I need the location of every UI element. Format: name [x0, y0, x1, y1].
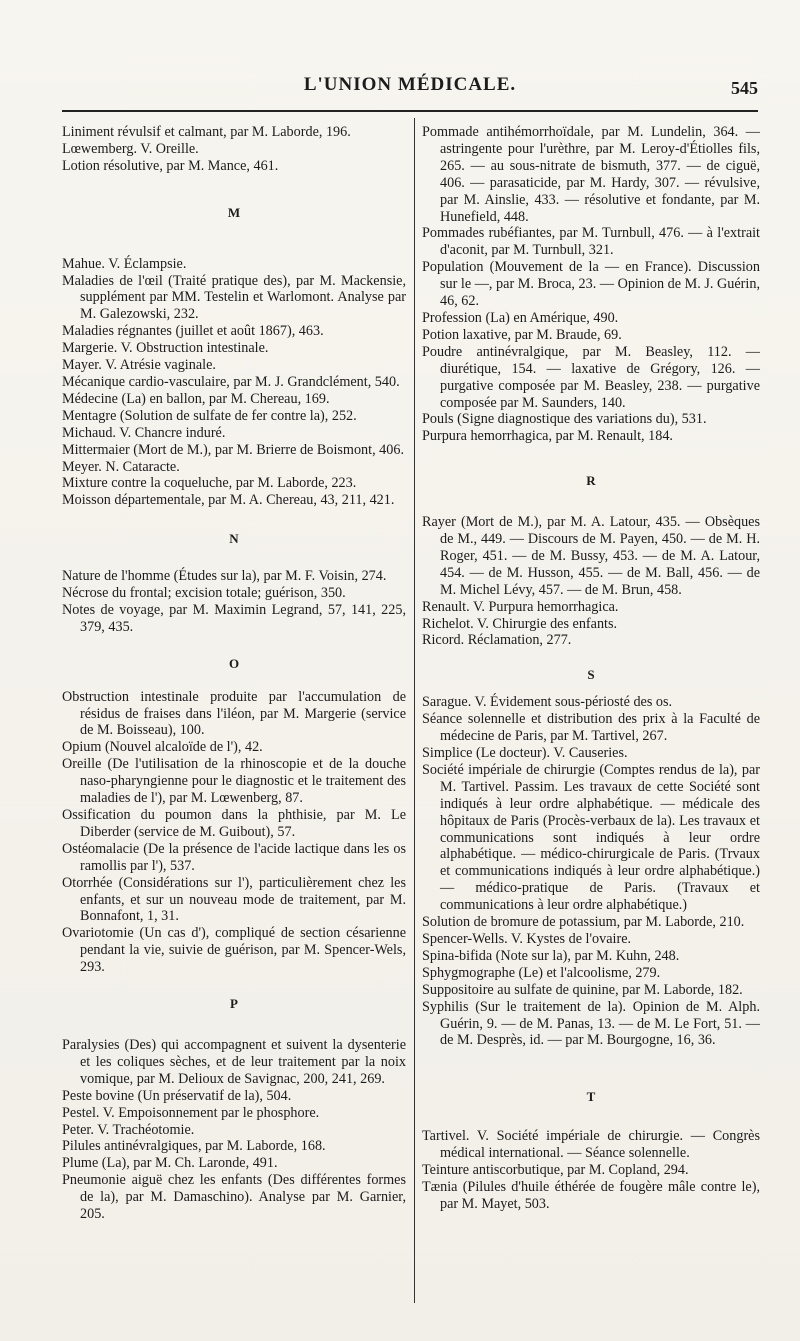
- index-entry: Mixture contre la coqueluche, par M. Laborde, 223.: [62, 475, 357, 492]
- index-entry: Mentagre (Solution de sulfate de fer contre la), 252.: [62, 407, 357, 424]
- index-entry: Meyer. N. Cataracte.: [62, 458, 180, 475]
- index-entry: Renault. V. Purpura hemorrhagica.: [422, 598, 619, 615]
- section-o: [62, 689, 406, 976]
- index-entry: Nécrose du frontal; excision totale; guérison, 350.: [62, 585, 346, 602]
- index-entry: Teinture antiscorbutique, par M. Copland, 294.: [422, 1162, 689, 1179]
- index-entry: Pilules antinévralgiques, par M. Laborde, 168.: [62, 1138, 326, 1155]
- index-entry: Margerie. V. Obstruction intestinale.: [62, 340, 269, 357]
- section-m: [62, 256, 406, 510]
- index-entry: Ossification du poumon dans la phthisie, par M. Le Diberder (service de M. Guibout), 57.: [62, 807, 406, 840]
- section-letter-o: O: [228, 655, 240, 671]
- section-letter-p: P: [230, 996, 238, 1012]
- index-entry: Sarague. V. Évidement sous-périosté des os.: [422, 694, 673, 711]
- index-entry: Sphygmographe (Le) et l'alcoolisme, 279.: [422, 964, 661, 981]
- right-column: [422, 124, 760, 1213]
- index-entry: Pouls (Signe diagnostique des variations du), 531.: [422, 411, 707, 428]
- index-entry: Syphilis (Sur le traitement de la). Opinion de M. Alph. Guérin, 9. — de M. Panas, 13. — de M. Le Fort, 51. — de M. Desprès, id. — par M. Bourgogne, 16, 36.: [422, 998, 760, 1049]
- section-letter-m: M: [227, 204, 241, 220]
- index-entry: Médecine (La) en ballon, par M. Chereau, 169.: [62, 390, 330, 407]
- index-entry: Purpura hemorrhagica, par M. Renault, 184.: [422, 428, 673, 445]
- index-entry: Paralysies (Des) qui accompagnent et suivent la dysenterie et les coliques sèches, et de leur traitement par la noix vomique, par M. Delioux de Savignac, 200, 241, 269.: [62, 1036, 406, 1087]
- header-rule: [62, 110, 758, 112]
- index-entry: Mahue. V. Éclampsie.: [62, 255, 187, 272]
- section-s: [422, 694, 760, 1049]
- page-number: 545: [731, 78, 758, 98]
- index-entry: Richelot. V. Chirurgie des enfants.: [422, 615, 618, 632]
- left-column: [62, 124, 406, 1223]
- section-p-continued: [422, 124, 760, 445]
- index-entry: Simplice (Le docteur). V. Causeries.: [422, 745, 628, 761]
- index-entry: Séance solennelle et distribution des prix à la Faculté de médecine de Paris, par M. Tartivel, 267.: [422, 711, 760, 745]
- index-entry: Spina-bifida (Note sur la), par M. Kuhn, 248.: [422, 947, 680, 964]
- index-entry: Rayer (Mort de M.), par M. A. Latour, 435. — Obsèques de M., 449. — Discours de M. Payen, 450. — de M. H. Roger, 451. — de M. Bussy, 453. — de M. A. Latour, 454. — de M. Husson, 455. — de M. Ball, 456. — de M. Michel Lévy, 457. — de M. Brun, 458.: [422, 514, 760, 598]
- section-letter-s: S: [587, 667, 595, 683]
- index-entry: Maladies de l'œil (Traité pratique des), par M. Mackensie, supplément par MM. Testelin et Warlomont. Analyse par M. Galezowski, 232.: [62, 272, 406, 323]
- index-entry: Population (Mouvement de la — en France). Discussion sur le —, par M. Broca, 23. — Opinion de M. J. Guérin, 46, 62.: [422, 259, 760, 310]
- index-entry: Ostéomalacie (De la présence de l'acide lactique dans les os ramollis par l'), 537.: [62, 840, 406, 874]
- section-t: [422, 1128, 760, 1213]
- index-entry: Pestel. V. Empoisonnement par le phosphore.: [62, 1104, 320, 1121]
- journal-title: L'UNION MÉDICALE.: [303, 74, 517, 95]
- index-entry: Peter. V. Trachéotomie.: [62, 1121, 195, 1138]
- index-entry: Peste bovine (Un préservatif de la), 504.: [62, 1087, 292, 1104]
- column-divider: [414, 118, 415, 1303]
- index-entry: Notes de voyage, par M. Maximin Legrand, 57, 141, 225, 379, 435.: [62, 601, 406, 635]
- index-entry: Potion laxative, par M. Braude, 69.: [422, 326, 622, 343]
- index-entry: Otorrhée (Considérations sur l'), particulièrement chez les enfants, et sur un nouveau mode de traitement, par M. Bonnafont, 1, 31.: [62, 874, 406, 925]
- index-entry: Pneumonie aiguë chez les enfants (Des différentes formes de la), par M. Damaschino). Analyse par M. Garnier, 205.: [62, 1172, 406, 1223]
- index-entry: Ricord. Réclamation, 277.: [422, 632, 572, 649]
- section-letter-n: N: [229, 531, 239, 547]
- index-entry: Opium (Nouvel alcaloïde de l'), 42.: [62, 739, 263, 756]
- index-entry: Moisson départementale, par M. A. Chereau, 43, 211, 421.: [62, 492, 395, 509]
- index-entry: Mittermaier (Mort de M.), par M. Brierre de Boismont, 406.: [62, 441, 405, 458]
- section-n: [62, 568, 406, 636]
- index-entry: Spencer-Wells. V. Kystes de l'ovaire.: [422, 930, 632, 947]
- index-entry: Tartivel. V. Société impériale de chirurgie. — Congrès médical international. — Séance solennelle.: [422, 1128, 760, 1162]
- index-entry: Solution de bromure de potassium, par M. Laborde, 210.: [422, 914, 745, 931]
- index-entry: Poudre antinévralgique, par M. Beasley, 112. — diurétique, 154. — laxative de Grégory, 126. — purgative composée par M. Beasley, 238. — purgative composée par M. Saunders, 140.: [422, 343, 760, 411]
- index-entry: Pommades rubéfiantes, par M. Turnbull, 476. — à l'extrait d'aconit, par M. Turnbull, 321.: [422, 225, 760, 259]
- index-entry: Mécanique cardio-vasculaire, par M. J. Grandclément, 540.: [62, 373, 400, 390]
- index-entry: Mayer. V. Atrésie vaginale.: [62, 357, 216, 374]
- section-p: [62, 1037, 406, 1223]
- section-letter-r: R: [586, 473, 596, 489]
- index-entry: Pommade antihémorrhoïdale, par M. Lundelin, 364. — astringente pour l'urèthre, par M. Leroy-d'Étiolles fils, 265. — au sous-nitrate de bismuth, 377. — de ciguë, 406. — parasaticide, par M. Hardy, 307. — révulsive, par M. Ainslie, 433. — résolutive et fondante, par M. Hunefield, 448.: [422, 124, 760, 225]
- index-entry: Profession (La) en Amérique, 490.: [422, 309, 619, 326]
- index-entry: Lotion résolutive, par M. Mance, 461.: [62, 157, 279, 174]
- index-entry: Tænia (Pilules d'huile éthérée de fougère mâle contre le), par M. Mayet, 503.: [422, 1178, 760, 1212]
- running-header: [62, 74, 758, 104]
- index-entry: Maladies régnantes (juillet et août 1867), 463.: [62, 323, 324, 340]
- index-entry: Suppositoire au sulfate de quinine, par M. Laborde, 182.: [422, 981, 743, 998]
- index-entry: Lœwemberg. V. Oreille.: [62, 140, 199, 157]
- index-entry: Ovariotomie (Un cas d'), compliqué de section césarienne pendant la vie, suivie de guérison, par M. Spencer-Wels, 293.: [62, 925, 406, 976]
- index-entry: Société impériale de chirurgie (Comptes rendus de la), par M. Tartivel. Passim. Les travaux de cette Société sont indiqués à leur ordre alphabétique. — médicale des hôpitaux de Paris (Procès-verbaux de la). Les travaux et communications sont indiqués à leur ordre alphabétique. — médico-chirurgicale de Paris. (Trvaux et communications indiqués à leur ordre alphabétique.) — médico-pratique de Paris. (Travaux et communications à leur ordre alphabétique.): [422, 761, 760, 914]
- index-entry: Obstruction intestinale produite par l'accumulation de résidus de fraises dans l'iléon, par M. Margerie (service de M. Boisseau), 100.: [62, 688, 406, 739]
- section-letter-t: T: [586, 1089, 596, 1105]
- index-entry: Michaud. V. Chancre induré.: [62, 424, 226, 441]
- pre-entries: [62, 124, 406, 175]
- index-entry: Plume (La), par M. Ch. Laronde, 491.: [62, 1155, 278, 1172]
- index-entry: Nature de l'homme (Études sur la), par M. F. Voisin, 274.: [62, 568, 387, 585]
- section-r: [422, 514, 760, 649]
- index-entry: Oreille (De l'utilisation de la rhinoscopie et de la douche naso-pharyngienne pour le diagnostic et le traitement des maladies de l'), par M. Lœwenberg, 87.: [62, 756, 406, 807]
- index-entry: Liniment révulsif et calmant, par M. Laborde, 196.: [62, 124, 351, 140]
